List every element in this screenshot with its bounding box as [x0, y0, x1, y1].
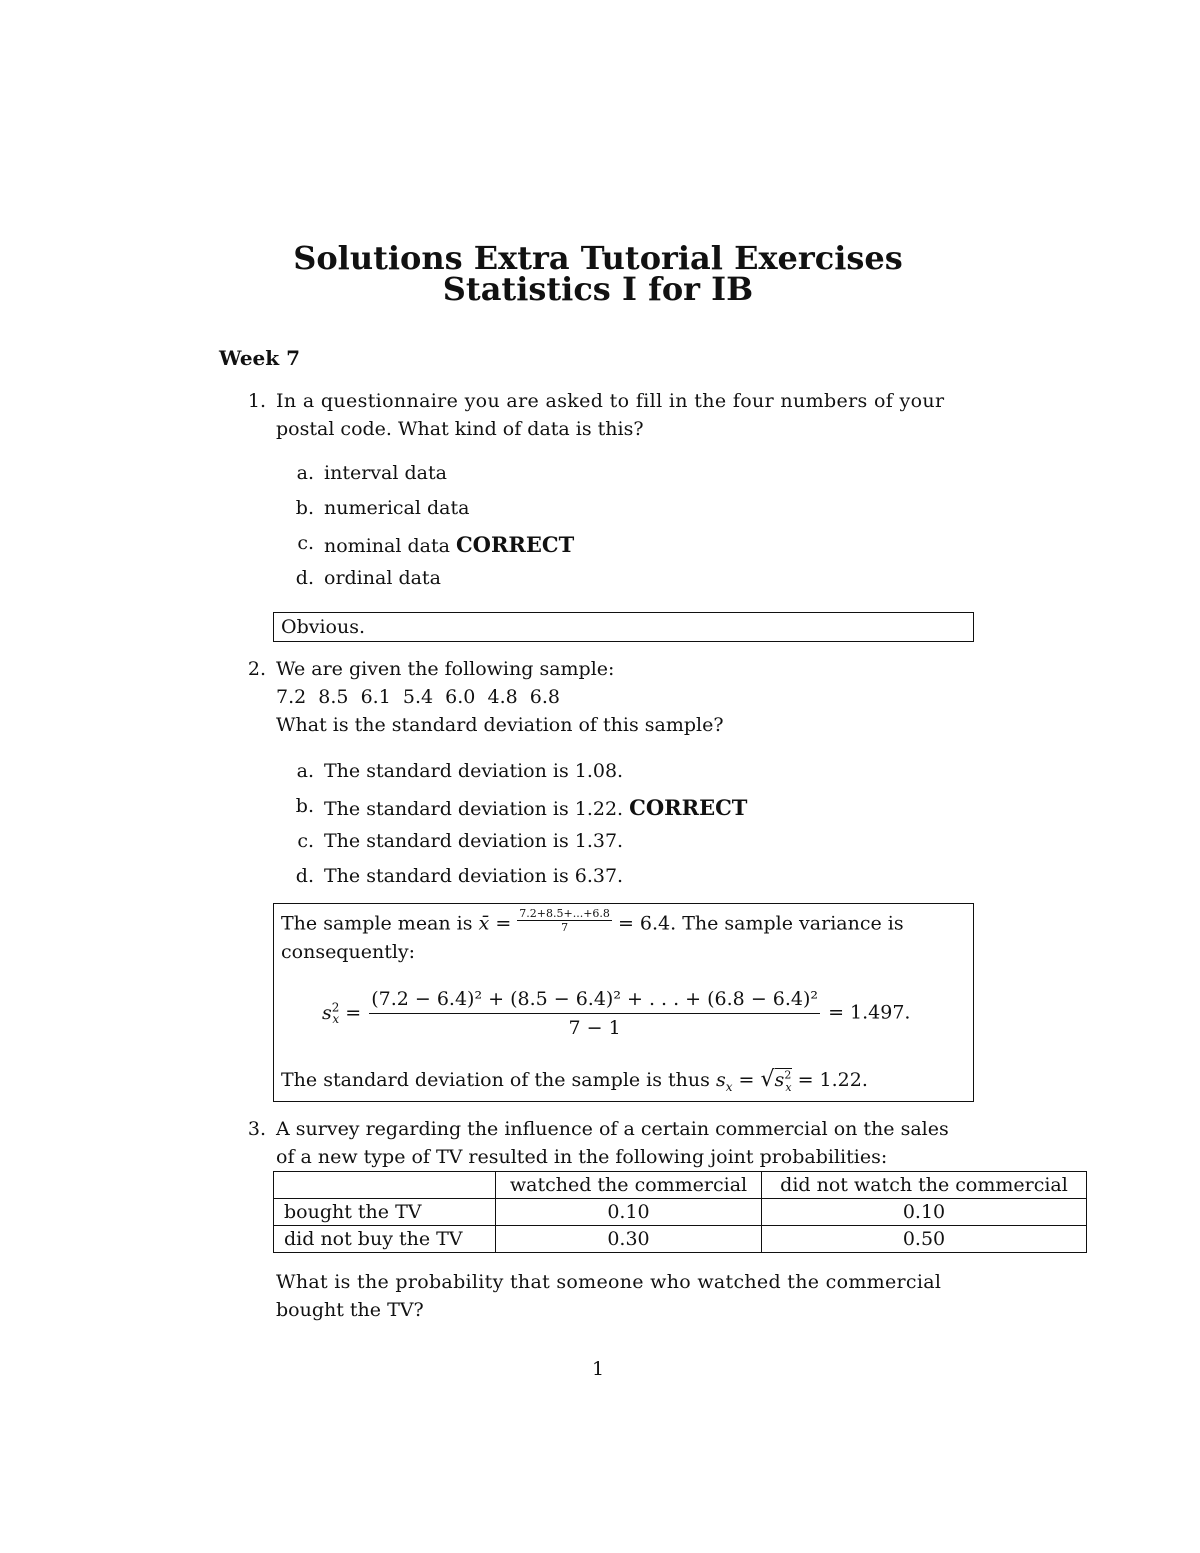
option-label: b. [295, 497, 314, 519]
table-cell: 0.50 [762, 1226, 1087, 1253]
equals-sign: = [345, 1001, 362, 1024]
option-label: a. [296, 760, 314, 782]
table-cell: bought the TV [274, 1199, 496, 1226]
question-text: We are given the following sample: [276, 658, 615, 680]
option-text: The standard deviation is 1.37. [324, 830, 624, 852]
table-header-cell: watched the commercial [496, 1172, 762, 1199]
variance-fraction [369, 988, 820, 1039]
page-number: 1 [591, 1358, 605, 1380]
question-number: 1. [247, 390, 266, 412]
option-text: The standard deviation is 1.08. [324, 760, 624, 782]
document-subtitle: Statistics I for IB [442, 270, 754, 308]
question-number: 3. [247, 1118, 266, 1140]
option-text: The standard deviation is 1.22. [324, 798, 624, 820]
variance-result: = 1.497. [828, 1001, 911, 1024]
option-text: numerical data [324, 497, 470, 519]
fraction-denominator: 7 [561, 921, 569, 934]
option-label: d. [295, 865, 314, 887]
solution-box [273, 903, 974, 1102]
solution-text: The sample variance is [682, 912, 904, 935]
correct-marker: CORRECT [629, 795, 748, 820]
table-cell: 0.10 [496, 1199, 762, 1226]
equals-sign: = [738, 1069, 755, 1091]
question-text: bought the TV? [276, 1299, 424, 1321]
solution-box [273, 612, 974, 642]
variance-formula [322, 988, 910, 1039]
sqrt-expression: $√s^2_x$ [760, 1067, 792, 1094]
question-text: postal code. What kind of data is this? [276, 418, 644, 440]
table-row [274, 1199, 1087, 1226]
option-label: d. [295, 567, 314, 589]
fraction-denominator: 7 − 1 [568, 1017, 621, 1039]
option-label: c. [297, 830, 314, 852]
document-title: Solutions Extra Tutorial Exercises [293, 239, 903, 277]
solution-text: The standard deviation of the sample is thus [281, 1069, 710, 1091]
sample-values: 7.2 8.5 6.1 5.4 6.0 4.8 6.8 [276, 686, 560, 708]
question-number: 2. [247, 658, 266, 680]
joint-probability-table [273, 1171, 1087, 1253]
option-label: a. [296, 462, 314, 484]
option-text: interval data [324, 462, 447, 484]
option-text: The standard deviation is 6.37. [324, 865, 624, 887]
week-heading: Week 7 [219, 346, 301, 370]
fraction-numerator: 7.2+8.5+...+6.8 [519, 907, 610, 920]
table-row [274, 1226, 1087, 1253]
table-header-cell: did not watch the commercial [762, 1172, 1087, 1199]
correct-marker: CORRECT [455, 532, 575, 557]
solution-text: consequently: [281, 941, 416, 963]
mean-symbol: x̄ = [478, 912, 512, 935]
table-header-cell [274, 1172, 496, 1199]
option-label: b. [295, 795, 314, 817]
question-text: A survey regarding the influence of a certain commercial on the sales [276, 1118, 949, 1140]
sd-result: = 1.22. [797, 1069, 868, 1091]
sd-symbol: $s_x$ [715, 1069, 733, 1094]
mean-fraction [517, 907, 612, 934]
question-text: In a questionnaire you are asked to fill in the four numbers of your [276, 390, 945, 412]
option-text: ordinal data [324, 567, 441, 589]
question-text: of a new type of TV resulted in the following joint probabilities: [276, 1146, 888, 1168]
variance-symbol: $s^2_x$ [322, 1000, 340, 1027]
mean-result: = 6.4. [617, 912, 677, 935]
question-text: What is the standard deviation of this sample? [276, 714, 724, 736]
table-cell: did not buy the TV [274, 1226, 496, 1253]
option-label: c. [297, 532, 314, 554]
table-header-row [274, 1172, 1087, 1199]
table-cell: 0.30 [496, 1226, 762, 1253]
fraction-numerator: (7.2 − 6.4)² + (8.5 − 6.4)² + . . . + (6.8 − 6.4)² [369, 988, 820, 1014]
table-cell: 0.10 [762, 1199, 1087, 1226]
solution-text: Obvious. [281, 616, 366, 638]
option-text: nominal data [324, 535, 450, 557]
solution-text: The sample mean is [281, 912, 473, 935]
question-text: What is the probability that someone who watched the commercial [276, 1271, 942, 1293]
